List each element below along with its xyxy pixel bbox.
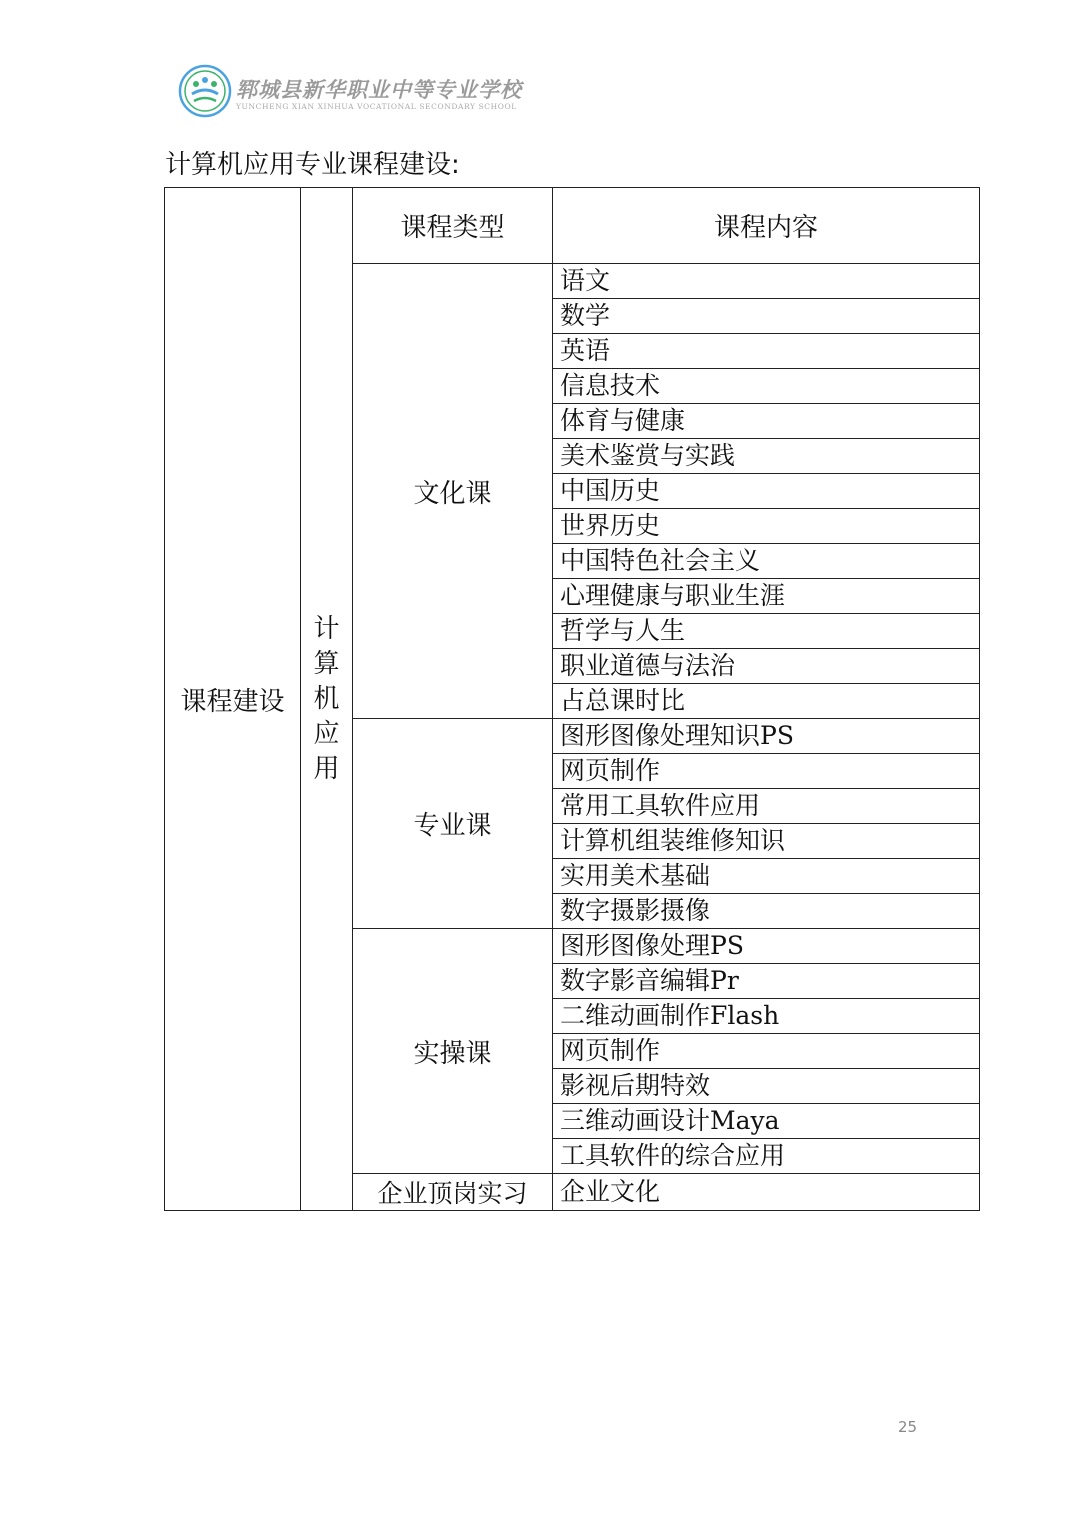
course-item-cell: 心理健康与职业生涯 [553,579,980,614]
course-item-cell: 世界历史 [553,509,980,544]
course-item-cell: 数字摄影摄像 [553,894,980,929]
course-item-cell: 体育与健康 [553,404,980,439]
major-name-char: 计 [313,613,340,644]
school-emblem-icon [178,64,232,118]
course-item-cell: 英语 [553,334,980,369]
course-item-cell: 中国特色社会主义 [553,544,980,579]
course-item-cell: 职业道德与法治 [553,649,980,684]
course-item-cell: 中国历史 [553,474,980,509]
course-item-cell: 计算机组装维修知识 [553,824,980,859]
school-logo [178,64,522,122]
table-header-row [165,188,980,264]
course-type-cell: 企业顶岗实习 [353,1174,553,1211]
course-item-cell: 影视后期特效 [553,1069,980,1104]
course-type-cell: 专业课 [353,719,553,929]
course-item-cell: 常用工具软件应用 [553,789,980,824]
row-label-cell: 课程建设 [165,188,301,1211]
major-name-char: 应 [313,718,340,749]
course-table [164,187,980,1211]
course-item-cell: 数字影音编辑Pr [553,964,980,999]
course-item-cell: 三维动画设计Maya [553,1104,980,1139]
course-item-cell: 数学 [553,299,980,334]
course-item-cell: 图形图像处理知识PS [553,719,980,754]
course-item-cell: 语文 [553,264,980,299]
course-item-cell: 哲学与人生 [553,614,980,649]
course-item-cell: 二维动画制作Flash [553,999,980,1034]
course-type-cell: 文化课 [353,264,553,719]
course-item-cell: 图形图像处理PS [553,929,980,964]
course-item-cell: 工具软件的综合应用 [553,1139,980,1174]
column-header-content: 课程内容 [553,188,980,264]
course-item-cell: 信息技术 [553,369,980,404]
course-item-cell: 实用美术基础 [553,859,980,894]
major-name-char: 算 [313,648,340,679]
section-heading: 计算机应用专业课程建设: [165,150,460,180]
course-table-body [165,188,980,1211]
column-header-type: 课程类型 [353,188,553,264]
course-type-cell: 实操课 [353,929,553,1174]
course-item-cell: 网页制作 [553,754,980,789]
course-item-cell: 网页制作 [553,1034,980,1069]
page-number: 25 [898,1418,918,1436]
school-name-english: YUNCHENG XIAN XINHUA VOCATIONAL SECONDARY SCHOOL [236,102,517,111]
course-item-cell: 美术鉴赏与实践 [553,439,980,474]
course-item-cell: 占总课时比 [553,684,980,719]
major-name-char: 用 [313,753,340,784]
major-name-char: 机 [313,683,340,714]
major-name-cell [301,188,353,1211]
course-item-cell: 企业文化 [553,1174,980,1211]
school-name: 郓城县新华职业中等专业学校 [236,77,522,102]
